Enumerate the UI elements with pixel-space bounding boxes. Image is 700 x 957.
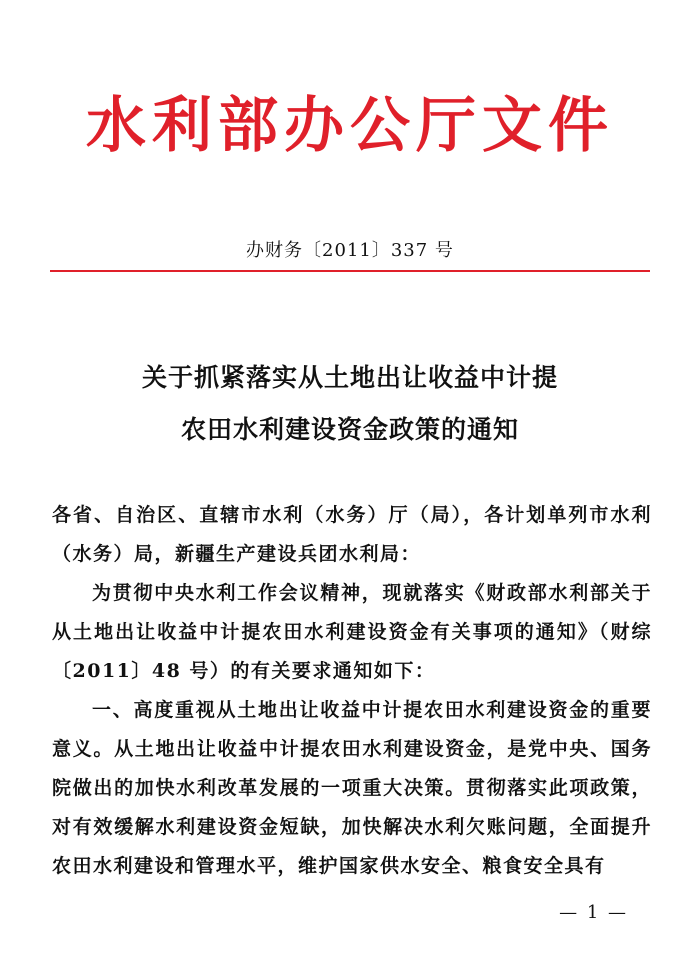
header-divider bbox=[50, 270, 650, 272]
page-number: — 1 — bbox=[559, 902, 628, 923]
document-body bbox=[52, 496, 652, 886]
document-number: 办财务〔2011〕337 号 bbox=[246, 240, 454, 261]
addressee: 各省、自治区、直辖市水利（水务）厅（局），各计划单列市水利（水务）局，新疆生产建设兵团水利局： bbox=[52, 504, 652, 565]
document-title-line-1: 关于抓紧落实从土地出让收益中计提 bbox=[141, 363, 558, 392]
document-title-line-2: 农田水利建设资金政策的通知 bbox=[180, 415, 519, 444]
paragraph-section-1: 一、高度重视从土地出让收益中计提农田水利建设资金的重要意义。从土地出让收益中计提农田水利建设资金，是党中央、国务院做出的加快水利改革发展的一项重大决策。贯彻落实此项政策，对有效缓解水利建设资金短缺，加快解决水利欠账问题，全面提升农田水利建设和管理水平，维护国家供水安全、粮食安全具有 bbox=[52, 699, 652, 877]
issuer-header: 水利部办公厅文件 bbox=[86, 91, 614, 161]
paragraph-intro: 为贯彻中央水利工作会议精神，现就落实《财政部水利部关于从土地出让收益中计提农田水利建设资金有关事项的通知》（财综〔2011〕48 号）的有关要求通知如下： bbox=[52, 582, 652, 682]
